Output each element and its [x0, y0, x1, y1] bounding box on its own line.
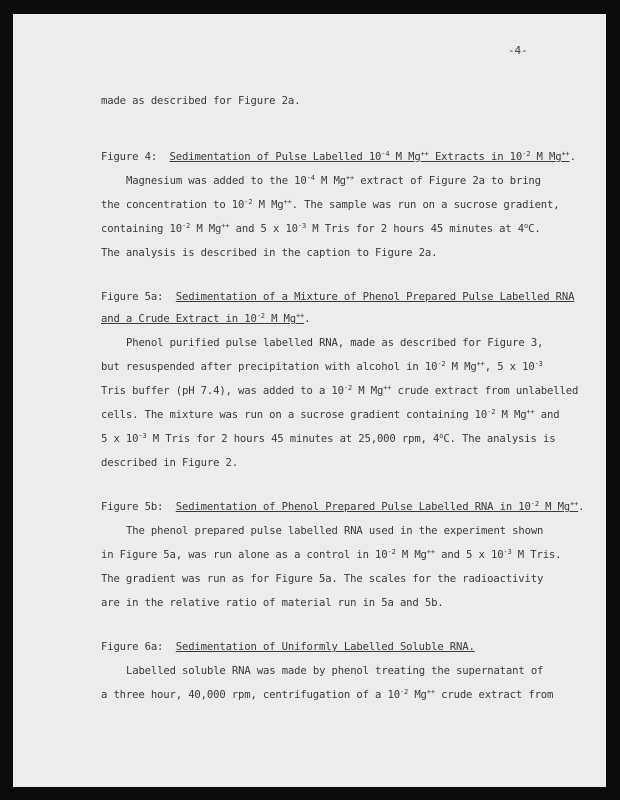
fig6a-title: Sedimentation of Uniformly Labelled Soluble RNA.: [175, 641, 475, 653]
fig4-line-4: The analysis is described in the caption to Figure 2a.: [101, 247, 438, 259]
fig5b-label: Figure 5b:: [101, 501, 164, 513]
fig5a-line-1: Phenol purified pulse labelled RNA, made as described for Figure 3,: [126, 337, 544, 349]
fig6a-heading: [101, 640, 475, 654]
fig5a-line-4: cells. The mixture was run on a sucrose gradient containing $10^{-2}$ M Mg++ and: [101, 408, 560, 421]
fig5b-line-4: are in the relative ratio of material run in 5a and 5b.: [101, 597, 444, 609]
fig6a-line-1: Labelled soluble RNA was made by phenol treating the supernatant of: [126, 665, 544, 677]
fig5b-title: Sedimentation of Phenol Prepared Pulse Labelled RNA in $10^{-2}$ M Mg++: [175, 500, 579, 513]
fig4-line-2: the concentration to $10^{-2}$ M Mg++. The sample was run on a sucrose gradient,: [101, 198, 560, 211]
intro-line: made as described for Figure 2a.: [101, 95, 301, 107]
fig4-title: Sedimentation of Pulse Labelled $10^{-4}$ M Mg++ Extracts in $10^{-2}$ M Mg++: [169, 150, 570, 163]
fig5a-line-2: but resuspended after precipitation with alcohol in $10^{-2}$ M Mg++, 5 x $10^{-3}$: [101, 360, 543, 373]
fig4-heading: Figure 4: Sedimentation of Pulse Labelled $10^{-4}$ M Mg++ Extracts in $10^{-2}$ M Mg++.: [101, 150, 576, 163]
fig5a-line-6: described in Figure 2.: [101, 457, 239, 469]
fig5b-heading: Figure 5b: Sedimentation of Phenol Prepared Pulse Labelled RNA in $10^{-2}$ M Mg++.: [101, 500, 585, 513]
fig5a-heading: [101, 290, 574, 304]
fig5b-line-3: The gradient was run as for Figure 5a. The scales for the radioactivity: [101, 573, 544, 585]
fig4-line-3: containing $10^{-2}$ M Mg++ and 5 x $10^{-3}$ M Tris for 2 hours 45 minutes at 4$^o$C.: [101, 222, 541, 235]
fig6a-label: Figure 6a:: [101, 641, 164, 653]
fig4-line-1: Magnesium was added to the $10^{-4}$ M Mg++ extract of Figure 2a to bring: [126, 174, 541, 187]
fig5a-line-3: Tris buffer (pH 7.4), was added to a $10^{-2}$ M Mg++ crude extract from unlabelled: [101, 384, 579, 397]
fig5a-title-line-2: and a Crude Extract in $10^{-2}$ M Mg++.: [101, 312, 311, 325]
page-number: -4-: [508, 44, 528, 57]
fig5b-line-1: The phenol prepared pulse labelled RNA used in the experiment shown: [126, 525, 544, 537]
fig4-label: Figure 4:: [101, 151, 158, 163]
fig5a-label: Figure 5a:: [101, 291, 164, 303]
fig5b-line-2: in Figure 5a, was run alone as a control in $10^{-2}$ M Mg++ and 5 x $10^{-3}$ M Tris.: [101, 548, 562, 561]
fig6a-line-2: a three hour, 40,000 rpm, centrifugation of a $10^{-2}$ Mg++ crude extract from: [101, 688, 554, 701]
document-page: [13, 14, 606, 787]
fig5a-line-5: 5 x $10^{-3}$ M Tris for 2 hours 45 minutes at 25,000 rpm, 4$^o$C. The analysis is: [101, 432, 556, 445]
fig5a-title: Sedimentation of a Mixture of Phenol Prepared Pulse Labelled RNA: [175, 291, 575, 303]
